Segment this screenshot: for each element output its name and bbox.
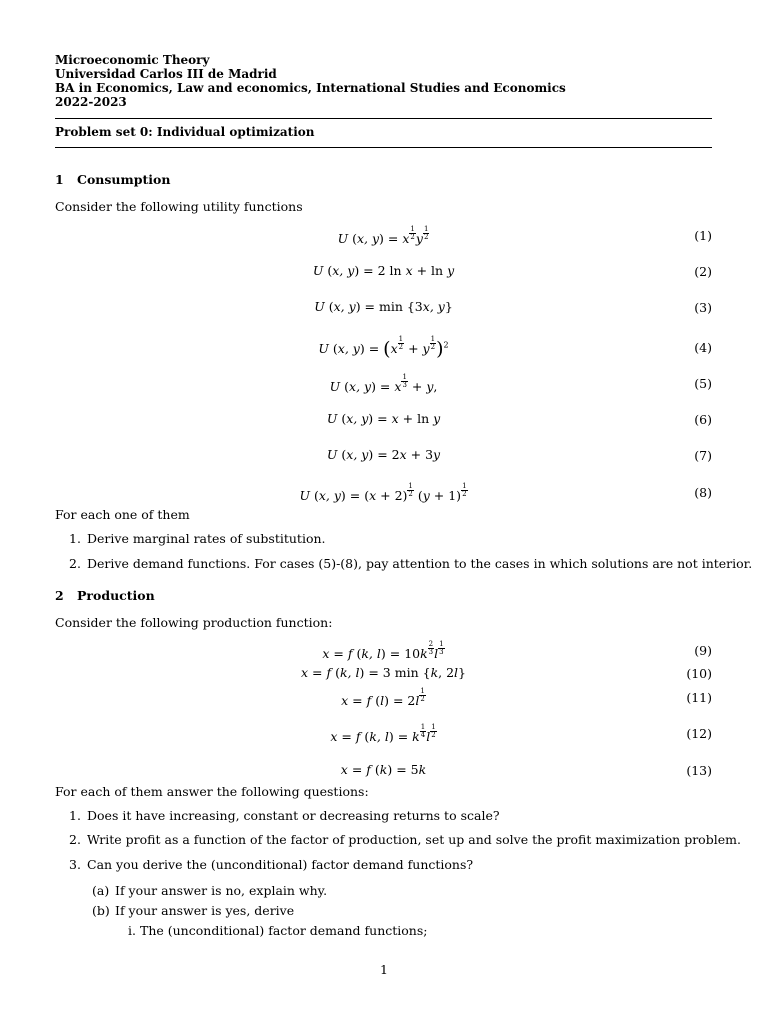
top-rule <box>55 118 712 119</box>
equation-number: (8) <box>694 485 712 500</box>
list-item-marker: 1. <box>69 808 81 823</box>
equation-4: U (x, y) = (x $\frac{1}{2}$ + y $\frac{1}{2}$ )$^2$ <box>318 335 449 360</box>
subsublist-item: The (unconditional) factor demand functions; <box>140 923 428 938</box>
list-item-marker: 3. <box>69 857 81 872</box>
equation-3: U (x, y) = min {3x, y} <box>314 299 453 314</box>
equation-1: U (x, y) = x $\frac{1}{2}$ y $\frac{1}{2}$ <box>337 225 429 246</box>
list-item: Does it have increasing, constant or decreasing returns to scale? <box>87 808 500 823</box>
equation-number: (1) <box>694 228 712 243</box>
university-name: Universidad Carlos III de Madrid <box>55 67 277 81</box>
section-intro: Consider the following production function: <box>55 615 333 630</box>
equation-10: x = f (k, l) = 3 min {k, 2l} <box>300 665 466 680</box>
equation-5: U (x, y) = x $\frac{1}{3}$ + y, <box>329 373 438 394</box>
sublist-item-marker: (a) <box>92 883 110 898</box>
equation-number: (10) <box>686 666 712 681</box>
list-item-marker: 2. <box>69 556 81 571</box>
list-item-marker: 1. <box>69 531 81 546</box>
equation-11: x = f (l) = 2l $\frac{1}{2}$ <box>341 687 425 708</box>
section-number: 1 <box>55 172 64 187</box>
list-item: Derive marginal rates of substitution. <box>87 531 326 546</box>
sublist-item: If your answer is yes, derive <box>115 903 295 918</box>
subsublist-item-marker: i. <box>128 923 136 938</box>
equation-12: x = f (k, l) = k $\frac{1}{4}$ l $\frac{1}{2}$ <box>330 723 436 744</box>
equation-number: (5) <box>694 376 712 391</box>
bottom-rule <box>55 147 712 148</box>
paragraph-for-each: For each one of them <box>55 507 190 522</box>
equation-number: (11) <box>686 690 712 705</box>
page-number: 1 <box>380 962 388 977</box>
section-title: Production <box>77 588 155 603</box>
equation-number: (13) <box>686 763 712 778</box>
list-item-marker: 2. <box>69 832 81 847</box>
equation-number: (6) <box>694 412 712 427</box>
equation-number: (9) <box>694 643 712 658</box>
equation-number: (7) <box>694 448 712 463</box>
section-number: 2 <box>55 588 64 603</box>
section-heading-production <box>55 588 155 603</box>
sublist-item: If your answer is no, explain why. <box>115 883 328 898</box>
equation-number: (2) <box>694 264 712 279</box>
equation-13: x = f (k) = 5k <box>340 762 427 777</box>
equation-8: U (x, y) = (x + 2) $\frac{1}{2}$ (y + 1) $\frac{1}{2}$ <box>299 482 467 503</box>
section-heading-consumption <box>55 172 170 187</box>
course-title: Microeconomic Theory <box>55 53 210 67</box>
section-intro: Consider the following utility functions <box>55 199 303 214</box>
equation-2: U (x, y) = 2 ln x + ln y <box>312 263 455 278</box>
equation-number: (3) <box>694 300 712 315</box>
equation-7: U (x, y) = 2x + 3y <box>326 447 441 462</box>
equation-9: x = f (k, l) = 10k $\frac{2}{3}$ l $\frac{1}{3}$ <box>322 640 444 661</box>
section-title: Consumption <box>77 172 171 187</box>
list-item: Can you derive the (unconditional) factor demand functions? <box>87 857 474 872</box>
paragraph-for-each: For each of them answer the following questions: <box>55 784 369 799</box>
list-item: Derive demand functions. For cases (5)-(8), pay attention to the cases in which solutions are not interior. <box>87 556 753 571</box>
academic-year: 2022-2023 <box>55 95 127 109</box>
problem-set-title: Problem set 0: Individual optimization <box>55 125 315 139</box>
degree-programs: BA in Economics, Law and economics, International Studies and Economics <box>55 81 566 95</box>
equation-number: (12) <box>686 726 712 741</box>
equation-number: (4) <box>694 340 712 355</box>
sublist-item-marker: (b) <box>92 903 110 918</box>
equation-6: U (x, y) = x + ln y <box>326 411 441 426</box>
list-item: Write profit as a function of the factor of production, set up and solve the profit maximization problem. <box>87 832 741 847</box>
